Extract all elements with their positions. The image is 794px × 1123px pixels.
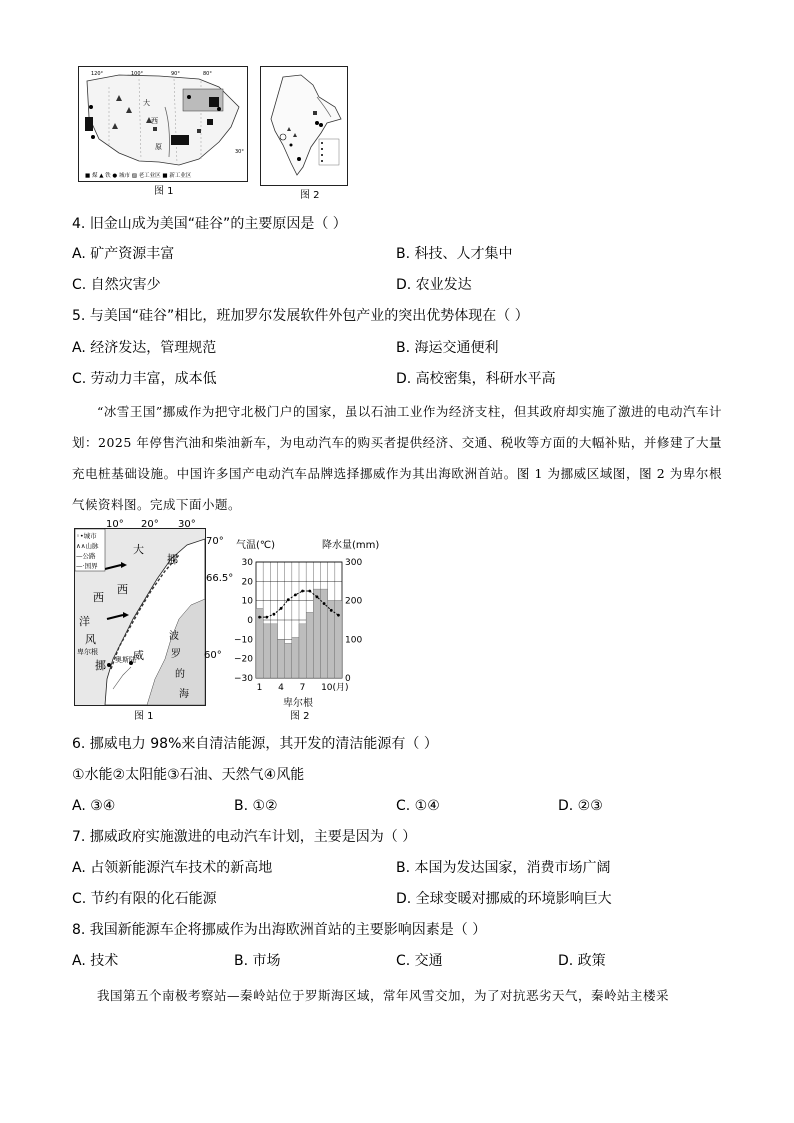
climate-xlabel: 卑尔根 (283, 698, 313, 709)
lon-80-label: 80° (203, 71, 212, 77)
q6-option-c[interactable]: C. ①④ (396, 798, 440, 814)
temperature-point (273, 613, 276, 616)
country-char-1: 挪 (95, 659, 106, 672)
precip-bar (292, 637, 299, 678)
q8-stem: 8. 我国新能源车企将挪威作为出海欧洲首站的主要影响因素是（ ） (72, 922, 487, 938)
legend-road: —公路 (76, 552, 96, 560)
q6-option-a[interactable]: A. ③④ (72, 798, 116, 814)
q8-option-a[interactable]: A. 技术 (72, 953, 119, 969)
q7-option-a[interactable]: A. 占领新能源汽车技术的新高地 (72, 860, 273, 876)
legend-road-symbol: — (76, 552, 83, 560)
left-tick-label: −20 (234, 654, 253, 665)
baltic-char-2: 罗 (171, 649, 181, 660)
left-tick-label: 10 (241, 596, 253, 607)
q7-stem: 7. 挪威政府实施激进的电动汽车计划，主要是因为（ ） (72, 829, 417, 845)
left-tick-label: 0 (247, 616, 253, 626)
legend-border-symbol: —· (76, 562, 85, 570)
q4-option-c[interactable]: C. 自然灾害少 (72, 277, 161, 293)
q4-option-a[interactable]: A. 矿产资源丰富 (72, 246, 175, 262)
q6-option-b[interactable]: B. ①② (234, 798, 278, 814)
map-char-big: 大 (143, 99, 150, 107)
q4-stem: 4. 旧金山成为美国“硅谷”的主要原因是（ ） (72, 216, 347, 232)
country-char-2: 威 (133, 649, 144, 662)
lon-90-label: 90° (171, 71, 180, 77)
q5-option-d[interactable]: D. 高校密集，科研水平高 (396, 371, 556, 387)
precip-bar (306, 612, 313, 678)
precip-bar (263, 624, 270, 678)
norway-map-legend (76, 531, 106, 571)
india-map-figure (260, 66, 348, 186)
right-tick-label: 0 (345, 674, 351, 684)
left-tick-label: −10 (234, 635, 253, 646)
climate-chart-svg (232, 538, 372, 708)
sea-char-1: 大 (133, 543, 144, 556)
temperature-point (308, 590, 311, 593)
legend-city-symbol: ◦• (76, 532, 84, 540)
left-tick-label: 30 (241, 558, 253, 568)
lon-100-label: 100° (131, 71, 144, 77)
fig1-caption: 图 1 (154, 186, 174, 197)
precip-bar (256, 608, 263, 678)
fig2-caption: 图 2 (300, 190, 320, 201)
norway-map-figure (74, 528, 206, 706)
temperature-point (337, 614, 340, 617)
x-tick-label: 10(月) (321, 683, 349, 693)
q5-option-b[interactable]: B. 海运交通便利 (396, 340, 499, 356)
climate-ylabel-right: 降水量(mm) (322, 540, 380, 551)
x-tick-label: 4 (278, 683, 284, 693)
legend-mountain: ∧∧山脉 (76, 542, 99, 550)
right-tick-label: 200 (345, 596, 363, 607)
wind-char-2: 风 (85, 633, 96, 646)
left-tick-label: 20 (241, 577, 253, 588)
temperature-point (280, 607, 283, 610)
lat-30-label: 30° (235, 149, 244, 155)
norway-lon-10: 10° (106, 519, 124, 530)
x-tick-label: 7 (299, 683, 306, 693)
legend-mountain-symbol: ∧∧ (76, 542, 86, 550)
climate-caption: 图 2 (290, 711, 310, 722)
q5-option-c[interactable]: C. 劳动力丰富，成本低 (72, 371, 217, 387)
temperature-point (294, 593, 297, 596)
precip-bar (278, 639, 285, 678)
temperature-point (316, 595, 319, 598)
lon-120-label: 120° (91, 71, 104, 77)
precip-bar (299, 624, 306, 678)
q8-option-c[interactable]: C. 交通 (396, 953, 443, 969)
q7-option-d[interactable]: D. 全球变暖对挪威的环境影响巨大 (396, 891, 612, 907)
right-tick-label: 300 (345, 558, 363, 568)
sea-char-2: 西 (117, 583, 128, 596)
x-tick-label: 1 (256, 683, 263, 693)
precip-bar (285, 643, 292, 678)
precip-bar (313, 589, 320, 678)
q6-stem: 6. 挪威电力 98%来自清洁能源，其开发的清洁能源有（ ） (72, 736, 438, 752)
q4-option-b[interactable]: B. 科技、人才集中 (396, 246, 513, 262)
q7-option-b[interactable]: B. 本国为发达国家，消费市场广阔 (396, 860, 611, 876)
norway-lon-30: 30° (178, 519, 196, 530)
norway-lat-70: 70° (206, 536, 224, 547)
q6-option-d[interactable]: D. ②③ (558, 798, 603, 814)
q4-option-d[interactable]: D. 农业发达 (396, 277, 472, 293)
passage-norway: “冰雪王国”挪威作为把守北极门户的国家，虽以石油工业作为经济支柱，但其政府却实施了激进的电动汽车计划：2025 年停售汽油和柴油新车，为电动汽车的购买者提供经济、交通、税收等方面的大幅补贴，并修建了大量充电桩基础设施。中国许多国产电动汽车品牌选择挪威作为其出海欧洲首站。图 1 为挪威区域图，图 2 为卑尔根气候资料图。完成下面小题。 (72, 404, 722, 512)
left-tick-label: −30 (234, 674, 253, 684)
city-bergen-label: 卑尔根 (77, 648, 98, 656)
legend-border: —·国界 (76, 562, 98, 570)
baltic-char-3: 的 (175, 669, 185, 680)
q5-option-a[interactable]: A. 经济发达，管理规范 (72, 340, 217, 356)
precip-bar (270, 624, 277, 678)
q8-option-d[interactable]: D. 政策 (558, 953, 606, 969)
passage-antarctic: 我国第五个南极考察站—秦岭站位于罗斯海区域，常年风雪交加，为了对抗恶劣天气，秦岭站主楼采 (97, 988, 670, 1003)
norway-lat-66: 66.5° (206, 573, 234, 584)
usa-map-legend: ■ 煤 ▲ 铁 ● 城市 ▨ 老工业区 ■ 新工业区 (85, 173, 192, 179)
temperature-point (258, 616, 261, 619)
temperature-point (323, 602, 326, 605)
legend-city: ◦•城市 (76, 532, 97, 540)
q5-stem: 5. 与美国“硅谷”相比，班加罗尔发展软件外包产业的突出优势体现在（ ） (72, 308, 529, 324)
right-tick-label: 100 (345, 635, 363, 646)
east-char: 挪 (167, 553, 178, 566)
map-char-west: 西 (151, 117, 158, 125)
norway-lon-20: 20° (141, 519, 159, 530)
temperature-point (287, 598, 290, 601)
climate-chart (232, 538, 372, 708)
precip-bar (335, 601, 342, 678)
temperature-point (265, 616, 268, 619)
norway-lat-60: 60° (204, 650, 222, 661)
usa-map-figure (78, 66, 248, 182)
q7-option-c[interactable]: C. 节约有限的化石能源 (72, 891, 217, 907)
temperature-point (301, 590, 304, 593)
norway-map-caption: 图 1 (134, 711, 154, 722)
map-char-plain: 原 (155, 143, 162, 151)
q8-option-b[interactable]: B. 市场 (234, 953, 281, 969)
wind-char-1: 西 (93, 591, 104, 604)
climate-ylabel-left: 气温(℃) (236, 540, 276, 551)
baltic-char-4: 海 (179, 689, 189, 700)
city-oslo-label: 奥斯陆 (115, 656, 136, 664)
sea-char-3: 洋 (79, 615, 90, 628)
temperature-point (330, 609, 333, 612)
q6-options-line: ①水能②太阳能③石油、天然气④风能 (72, 767, 305, 783)
baltic-char-1: 波 (169, 631, 179, 642)
